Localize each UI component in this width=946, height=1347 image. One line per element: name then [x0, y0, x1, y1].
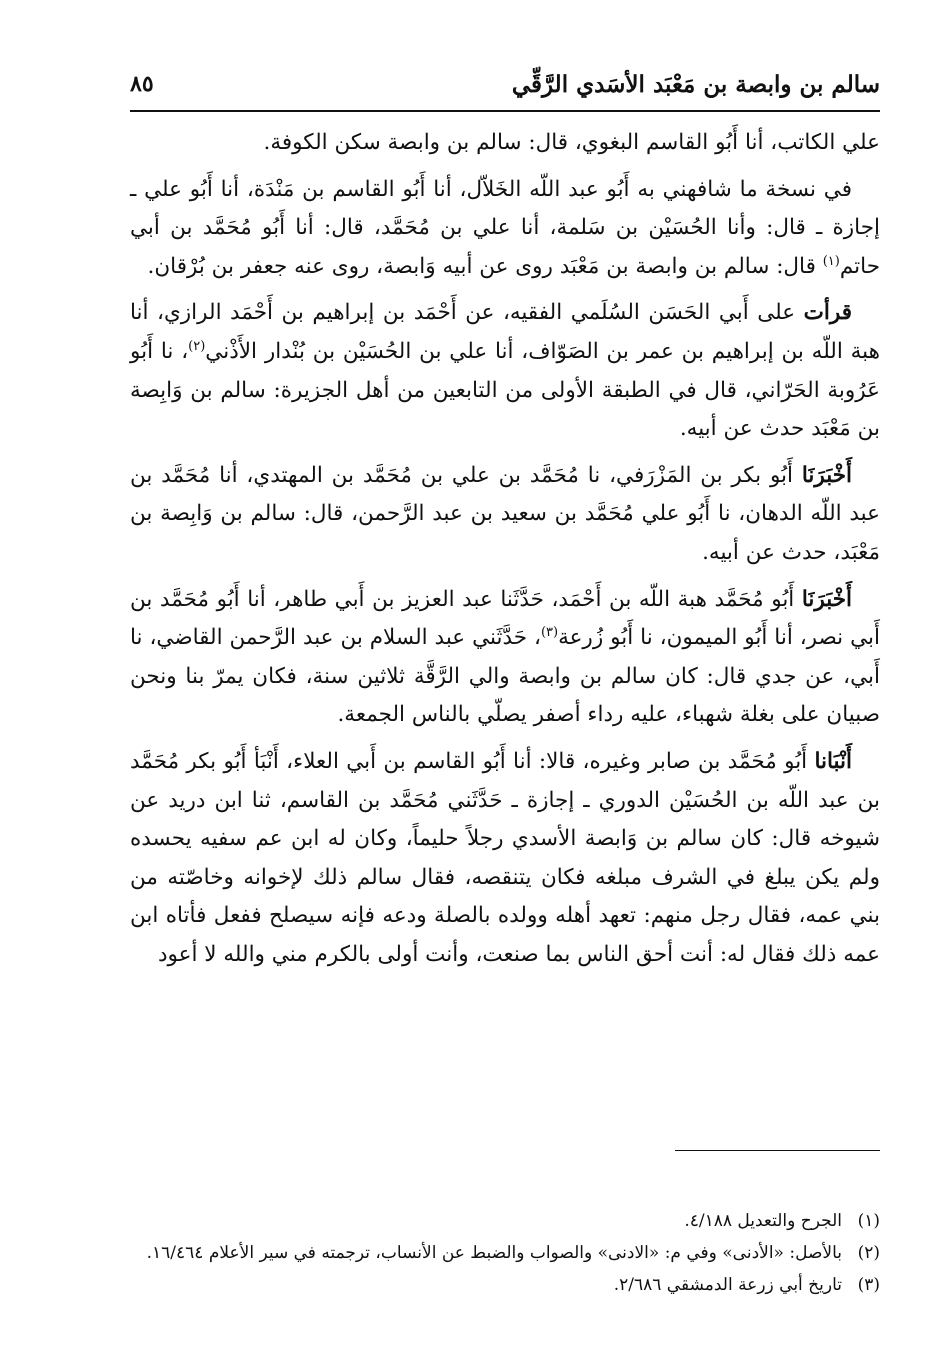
footnotes [130, 1208, 880, 1304]
page-header [130, 60, 880, 108]
main-text [130, 124, 880, 974]
footnote-text: الجرح والتعديل ٤/١٨٨. [684, 1211, 842, 1231]
paragraph-text: ، حَدَّثَني عبد السلام بن عبد الرَّحمن القاضي، نا أَبي، عن جدي قال: كان سالم بن وابصة والي الرَّقَّة ثلاثين سنة، فكان يمرّ بنا ونحن صبيان على بغلة شهباء، عليه رداء أصفر يصلّي بالناس الجمعة. [130, 625, 880, 728]
paragraph-1 [130, 124, 880, 163]
header-rule [130, 110, 880, 112]
paragraph-text: في نسخة ما شافهني به أَبُو عبد اللّه الخَلاّل، أنا أَبُو القاسم بن مَنْدَة، أنا أَبُو علي ـ إجازة ـ قال: وأنا الحُسَيْن بن سَلمة، أنا علي بن مُحَمَّد، قال: أنا أَبُو مُحَمَّد بن أبي حاتم [130, 176, 880, 279]
footnote-2 [130, 1240, 880, 1267]
paragraph-text: ، نا أَبُو عَرُوبة الحَرّاني، قال في الطبقة الأولى من التابعين من أهل الجزيرة: سالم بن وَابِصة بن مَعْبَد حدث عن أبيه. [130, 338, 880, 442]
paragraph-3 [130, 294, 880, 448]
footnote-separator [675, 1150, 880, 1151]
paragraph-2 [130, 171, 880, 287]
paragraph-text: أَبُو بكر بن المَزْرَفي، نا مُحَمَّد بن علي بن مُحَمَّد بن المهتدي، أنا مُحَمَّد بن عبد اللّه الدهان، نا أَبُو علي مُحَمَّد بن سعيد بن عبد الرَّحمن، قال: سالم بن وَابِصة بن مَعْبَد، حدث عن أبيه. [130, 462, 880, 565]
footnote-number: (٣) [857, 1275, 880, 1295]
paragraph-lead: أَخْبَرَنَا [801, 586, 852, 612]
footnote-text: بالأصل: «الأدنى» وفي م: «الادنى» والصواب والضبط عن الأنساب، ترجمته في سير الأعلام ١٦/٤٦٤. [146, 1243, 842, 1263]
footnote-1 [130, 1208, 880, 1235]
footnote-ref-1[interactable]: (١) [822, 253, 840, 269]
paragraph-lead: أَنْبَانا [814, 748, 852, 774]
footnote-ref-3[interactable]: (٣) [540, 624, 559, 640]
paragraph-5 [130, 581, 880, 735]
footnote-ref-2[interactable]: (٢) [188, 338, 206, 354]
paragraph-text: على أَبي الحَسَن السُلَمي الفقيه، عن أَحْمَد بن إبراهيم بن أَحْمَد الرازي، أنا هبة اللّه بن إبراهيم بن عمر بن الصَوّاف، أنا علي بن الحُسَيْن بن بُنْدار الأَذْني [130, 300, 880, 364]
paragraph-text: أَبُو مُحَمَّد بن صابر وغيره، قالا: أنا أَبُو القاسم بن أَبي العلاء، أَنْبَأ أَبُو بكر مُحَمَّد بن عبد اللّه بن الحُسَيْن الدوري ـ إجازة ـ حَدَّثَني مُحَمَّد بن القاسم، ثنا ابن دريد عن شيوخه قال: كان سالم بن وَابصة الأسدي رجلاً حليماً، وكان له ابن عم سفيه يحسده ولم يكن يبلغ في الشرف مبلغه فكان يتنقصه، فقال سالم ذلك لإخوانه وخاصّته من بني عمه، فقال رجل منهم: تعهد أهله وولده بالصلة ودعه فإنه سيصلح ففعل فأتاه ابن عمه ذلك فقال له: أنت أحق الناس بما صنعت، وأنت أولى بالكرم مني والله لا أعود [130, 748, 880, 967]
paragraph-text: علي الكاتب، أنا أَبُو القاسم البغوي، قال: سالم بن وابصة سكن الكوفة. [263, 130, 880, 155]
footnote-text: تاريخ أبي زرعة الدمشقي ٢/٦٨٦. [613, 1275, 842, 1295]
paragraph-4 [130, 457, 880, 573]
footnote-number: (٢) [857, 1243, 880, 1263]
paragraph-text: أَبُو مُحَمَّد هبة اللّه بن أَحْمَد، حَدَّثَنا عبد العزيز بن أَبي طاهر، أنا أَبُو مُحَمَّد بن أَبي نصر، أنا أَبُو الميمون، نا أَبُو زُرعة [130, 586, 880, 651]
footnote-3 [130, 1272, 880, 1299]
paragraph-6 [130, 743, 880, 975]
footnote-number: (١) [857, 1211, 880, 1231]
paragraph-text: قال: سالم بن وابصة بن مَعْبَد روى عن أبيه وَابصة، روى عنه جعفر بن بُرْقان. [147, 253, 823, 279]
page-number: ٨٥ [130, 71, 154, 97]
running-title: سالم بن وابصة بن مَعْبَد الأسَدي الرَّقِّي [511, 70, 880, 98]
book-page [130, 60, 880, 1320]
paragraph-lead: أَخْبَرَنَا [801, 462, 852, 488]
paragraph-lead: قرأت [803, 300, 852, 326]
